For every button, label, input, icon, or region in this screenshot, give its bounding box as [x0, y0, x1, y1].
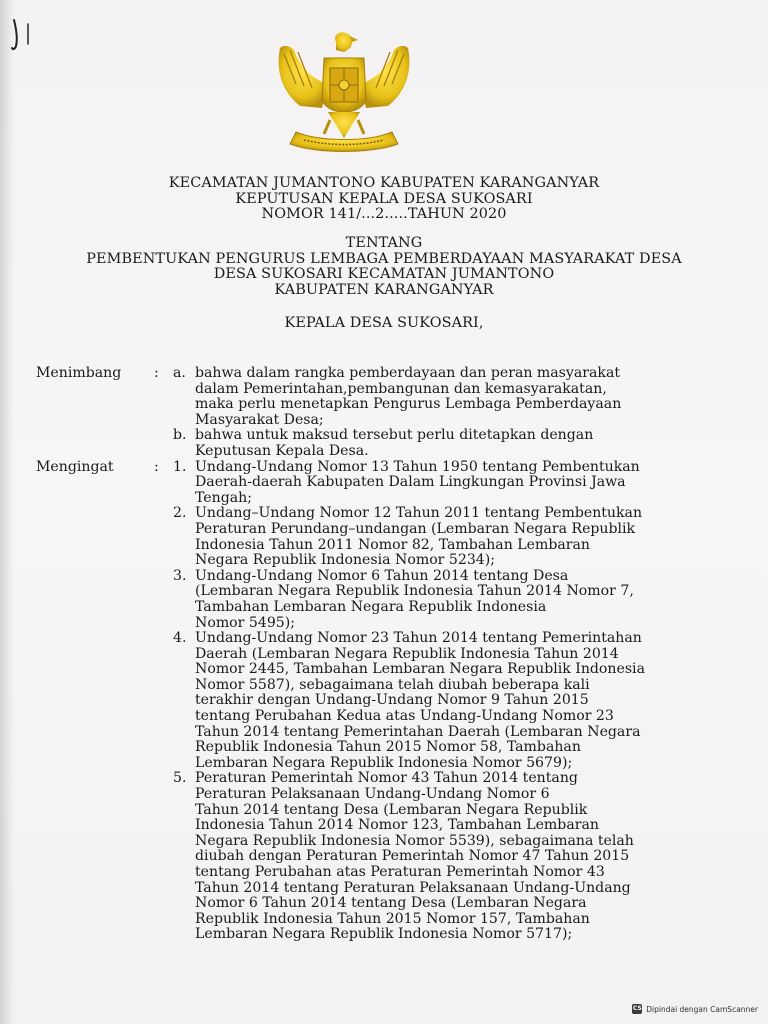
item-line: Undang-Undang Nomor 23 Tahun 2014 tentang Pemerintahan [195, 630, 642, 647]
item-line: Peraturan Pemerintah Nomor 43 Tahun 2014 tentang [195, 770, 578, 787]
item-line: Lembaran Negara Republik Indonesia Nomor 5679); [195, 754, 573, 771]
item-line: Republik Indonesia Tahun 2015 Nomor 58, Tambahan [195, 739, 581, 756]
tentang-label: TENTANG [345, 235, 423, 251]
menimbang-colon: : [154, 365, 159, 381]
scanner-text: Dipindai dengan CamScanner [646, 1004, 758, 1014]
item-line: Tambahan Lembaran Negara Republik Indonesia [195, 598, 547, 615]
item-line: maka perlu menetapkan Pengurus Lembaga Pemberdayaan [195, 396, 622, 413]
official-title-block [0, 316, 768, 332]
item-line: Indonesia Tahun 2011 Nomor 82, Tambahan Lembaran [195, 536, 590, 553]
item-line: terakhir dengan Undang-Undang Nomor 9 Tahun 2015 [195, 692, 589, 709]
handwritten-mark [6, 14, 66, 54]
camscanner-icon: CS [632, 1005, 642, 1012]
item-line: bahwa dalam rangka pemberdayaan dan peran masyarakat [195, 365, 621, 381]
item-line: Tahun 2014 tentang Pemerintahan Daerah (Lembaran Negara [195, 723, 641, 740]
item-line: tentang Perubahan atas Peraturan Pemerintah Nomor 43 [195, 864, 605, 880]
menimbang-section [36, 366, 736, 460]
item-line: Lembaran Negara Republik Indonesia Nomor 5717); [195, 926, 573, 943]
item-line: Daerah-daerah Kabupaten Dalam Lingkungan Provinsi Jawa [195, 474, 626, 491]
item-line: Nomor 5495); [195, 614, 295, 631]
item-marker: 3. [173, 567, 187, 584]
page-edge-shadow [0, 0, 14, 1024]
subject-line-3: KABUPATEN KARANGANYAR [274, 281, 494, 298]
subject-header [0, 236, 768, 298]
item-line: Negara Republik Indonesia Nomor 5234); [195, 552, 496, 569]
subject-line-1: PEMBENTUKAN PENGURUS LEMBAGA PEMBERDAYAAN MASYARAKAT DESA [86, 250, 682, 267]
decree-title: KEPUTUSAN KEPALA DESA SUKOSARI [235, 190, 533, 207]
item-line: diubah dengan Peraturan Pemerintah Nomor 47 Tahun 2015 [195, 848, 630, 865]
menimbang-item-a [173, 366, 733, 428]
garuda-emblem-icon [270, 28, 418, 158]
item-line: Undang–Undang Nomor 12 Tahun 2011 tentang Pembentukan [195, 505, 643, 522]
item-line: Undang-Undang Nomor 6 Tahun 2014 tentang Desa [195, 567, 569, 584]
issuer-header [0, 176, 768, 223]
mengingat-item-2 [173, 506, 733, 568]
district-line: KECAMATAN JUMANTONO KABUPATEN KARANGANYAR [168, 175, 600, 191]
item-marker: 2. [173, 505, 187, 522]
mengingat-list [173, 460, 733, 943]
subject-line-2: DESA SUKOSARI KECAMATAN JUMANTONO [213, 266, 555, 282]
mengingat-item-4 [173, 631, 733, 771]
item-line: Nomor 6 Tahun 2014 tentang Desa (Lembaran Negara [195, 895, 587, 912]
item-line: Tahun 2014 tentang Peraturan Pelaksanaan Undang-Undang [195, 879, 631, 896]
item-line: Nomor 5587), sebagaimana telah diubah beberapa kali [195, 676, 590, 693]
item-line: Indonesia Tahun 2014 Nomor 123, Tambahan Lembaran [195, 817, 599, 834]
item-line: Keputusan Kepala Desa. [195, 442, 369, 459]
item-line: Negara Republik Indonesia Nomor 5539), sebagaimana telah [195, 832, 634, 849]
item-line: Republik Indonesia Tahun 2015 Nomor 157, Tambahan [195, 910, 590, 927]
menimbang-label: Menimbang [36, 365, 122, 381]
item-marker: 5. [173, 770, 187, 787]
item-line: Peraturan Perundang–undangan (Lembaran Negara Republik [195, 520, 636, 537]
item-line: Peraturan Pelaksanaan Undang-Undang Nomor 6 [195, 786, 550, 803]
item-line: Nomor 2445, Tambahan Lembaran Negara Republik Indonesia [195, 661, 645, 678]
mengingat-item-1 [173, 460, 733, 507]
mengingat-colon: : [154, 458, 159, 475]
mengingat-item-3 [173, 569, 733, 631]
item-line: Tahun 2014 tentang Desa (Lembaran Negara Republik [195, 801, 588, 818]
item-line: Tengah; [195, 489, 252, 506]
official-title: KEPALA DESA SUKOSARI, [284, 315, 484, 331]
item-marker: 4. [173, 630, 187, 647]
item-line: Daerah (Lembaran Negara Republik Indonesia Tahun 2014 [195, 645, 619, 662]
menimbang-list [173, 366, 733, 460]
item-line: Masyarakat Desa; [195, 411, 324, 428]
item-line: tentang Perubahan Kedua atas Undang-Undang Nomor 23 [195, 708, 614, 725]
scanner-watermark [632, 1004, 758, 1014]
mengingat-label: Mengingat [36, 458, 114, 475]
decree-body [36, 366, 736, 943]
decree-number: NOMOR 141/...2.....TAHUN 2020 [261, 206, 507, 222]
item-marker: 1. [173, 458, 187, 475]
item-line: dalam Pemerintahan,pembangunan dan kemasyarakatan, [195, 380, 607, 397]
menimbang-item-b [173, 428, 733, 459]
item-line: bahwa untuk maksud tersebut perlu ditetapkan dengan [195, 427, 594, 444]
mengingat-item-5 [173, 771, 733, 943]
item-marker: b. [173, 427, 187, 444]
item-line: (Lembaran Negara Republik Indonesia Tahun 2014 Nomor 7, [195, 583, 634, 600]
item-line: Undang-Undang Nomor 13 Tahun 1950 tentang Pembentukan [195, 458, 640, 475]
mengingat-section [36, 460, 736, 943]
item-marker: a. [173, 365, 186, 381]
